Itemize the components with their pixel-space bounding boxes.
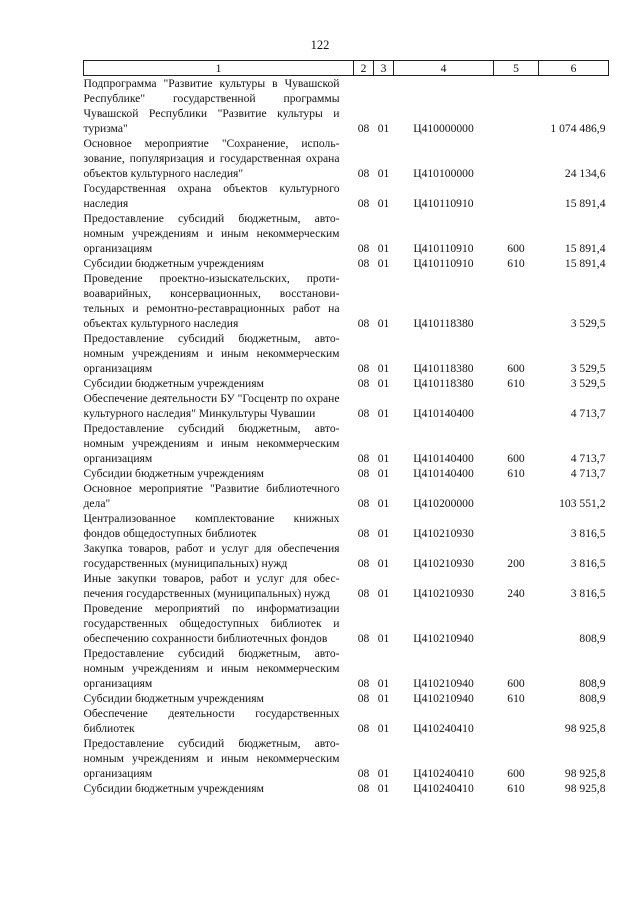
table-row: [84, 376, 609, 391]
row-amount: 808,9: [579, 632, 606, 645]
table-row: [84, 331, 609, 376]
table-row: [84, 781, 609, 796]
row-expense-type: [494, 511, 539, 541]
row-name: Субсидии бюджетным учреждениям: [83, 377, 264, 390]
row-subsection: 01: [377, 527, 390, 540]
row-target-article: Ц410140400: [413, 452, 474, 465]
row-section: 08: [357, 527, 370, 540]
row-name: Предоставление субсидий бюджетным, автономным учреждениям и иным некоммерческим организациям: [83, 737, 340, 780]
row-amount: 98 925,8: [564, 767, 606, 780]
row-subsection: 01: [377, 167, 390, 180]
row-subsection: 01: [377, 587, 390, 600]
row-section: 08: [357, 632, 370, 645]
page-number: 122: [310, 38, 330, 52]
row-name: Предоставление субсидий бюджетным, автономным учреждениям и иным некоммерческим организациям: [83, 212, 340, 255]
row-section: 08: [357, 767, 370, 780]
row-section: 08: [357, 257, 370, 270]
row-target-article: Ц410118380: [413, 377, 474, 390]
table-row: [84, 211, 609, 256]
row-target-article: Ц410110910: [413, 257, 474, 270]
row-expense-type: [494, 136, 539, 181]
row-name: Подпрограмма "Развитие культуры в Чувашской Республике" государственной программы Чувашской Республики "Развитие культуры и туризма": [83, 77, 340, 135]
row-section: 08: [357, 377, 370, 390]
row-name: Субсидии бюджетным учреждениям: [83, 467, 264, 480]
row-expense-type: [494, 181, 539, 211]
row-subsection: 01: [377, 557, 390, 570]
row-target-article: Ц410000000: [413, 122, 474, 135]
row-section: 08: [357, 587, 370, 600]
table-row: [84, 706, 609, 736]
row-amount: 103 551,2: [559, 497, 606, 510]
row-target-article: Ц410140400: [413, 467, 474, 480]
row-section: 08: [357, 677, 370, 690]
header-col-4: 4: [394, 61, 494, 76]
table-row: [84, 691, 609, 706]
row-target-article: Ц410118380: [413, 362, 474, 375]
row-target-article: Ц410200000: [413, 497, 474, 510]
row-section: 08: [357, 452, 370, 465]
row-name: Предоставление субсидий бюджетным, автономным учреждениям и иным некоммерческим организациям: [83, 647, 340, 690]
row-expense-type: 610: [507, 377, 525, 390]
row-expense-type: [494, 271, 539, 331]
row-name: Проведение мероприятий по информатизации государственных общедоступных библиотек и обеспечению сохранности библиотечных фондов: [83, 602, 340, 645]
row-subsection: 01: [377, 242, 390, 255]
row-expense-type: 600: [507, 362, 525, 375]
row-expense-type: 200: [507, 557, 525, 570]
row-amount: 98 925,8: [564, 722, 606, 735]
row-name: Государственная охрана объектов культурного наследия: [83, 182, 340, 210]
table-row: [84, 271, 609, 331]
row-subsection: 01: [377, 452, 390, 465]
table-header: [84, 61, 609, 76]
table-row: [84, 421, 609, 466]
row-amount: 808,9: [579, 677, 606, 690]
header-col-3: 3: [374, 61, 394, 76]
row-subsection: 01: [377, 677, 390, 690]
row-section: 08: [357, 242, 370, 255]
table-row: [84, 181, 609, 211]
row-expense-type: 610: [507, 692, 525, 705]
row-amount: 24 134,6: [564, 167, 606, 180]
row-subsection: 01: [377, 767, 390, 780]
row-target-article: Ц410210930: [413, 587, 474, 600]
row-amount: 3 529,5: [570, 317, 606, 330]
row-expense-type: [494, 706, 539, 736]
row-target-article: Ц410240410: [413, 782, 474, 795]
row-amount: 3 529,5: [570, 362, 606, 375]
row-name: Иные закупки товаров, работ и услуг для обеспечения государственных (муниципальных) нужд: [83, 572, 340, 600]
row-amount: 98 925,8: [564, 782, 606, 795]
row-subsection: 01: [377, 497, 390, 510]
row-section: 08: [357, 782, 370, 795]
row-subsection: 01: [377, 377, 390, 390]
row-expense-type: 600: [507, 767, 525, 780]
table-row: [84, 541, 609, 571]
row-amount: 4 713,7: [570, 467, 606, 480]
row-subsection: 01: [377, 317, 390, 330]
table-row: [84, 256, 609, 271]
row-subsection: 01: [377, 692, 390, 705]
table-row: [84, 136, 609, 181]
row-expense-type: [494, 481, 539, 511]
row-amount: 3 816,5: [570, 587, 606, 600]
row-expense-type: 610: [507, 467, 525, 480]
table-row: [84, 601, 609, 646]
row-name: Основное мероприятие "Сохранение, использование, популяризация и государственная охрана объектов культурного наследия": [83, 137, 340, 180]
row-name: Субсидии бюджетным учреждениям: [83, 257, 264, 270]
table-row: [84, 571, 609, 601]
table-row: [84, 511, 609, 541]
row-expense-type: 610: [507, 257, 525, 270]
row-target-article: Ц410210930: [413, 527, 474, 540]
row-target-article: Ц410240410: [413, 767, 474, 780]
row-target-article: Ц410140400: [413, 407, 474, 420]
budget-table: [83, 60, 609, 796]
row-target-article: Ц410110910: [413, 197, 474, 210]
row-amount: 3 529,5: [570, 377, 606, 390]
row-target-article: Ц410100000: [413, 167, 474, 180]
row-target-article: Ц410118380: [413, 317, 474, 330]
row-expense-type: 600: [507, 242, 525, 255]
row-amount: 808,9: [579, 692, 606, 705]
row-amount: 4 713,7: [570, 407, 606, 420]
row-amount: 3 816,5: [570, 557, 606, 570]
row-subsection: 01: [377, 407, 390, 420]
row-target-article: Ц410210940: [413, 632, 474, 645]
row-name: Основное мероприятие "Развитие библиотечного дела": [83, 482, 340, 510]
row-name: Предоставление субсидий бюджетным, автономным учреждениям и иным некоммерческим организациям: [83, 332, 340, 375]
row-expense-type: 600: [507, 452, 525, 465]
row-subsection: 01: [377, 257, 390, 270]
row-amount: 4 713,7: [570, 452, 606, 465]
header-row: [84, 61, 609, 76]
row-amount: 1 074 486,9: [550, 122, 606, 135]
table-row: [84, 736, 609, 781]
row-target-article: Ц410240410: [413, 722, 474, 735]
row-target-article: Ц410210940: [413, 677, 474, 690]
row-section: 08: [357, 497, 370, 510]
table-row: [84, 481, 609, 511]
header-col-6: 6: [539, 61, 609, 76]
row-name: Обеспечение деятельности БУ "Госцентр по охране культурного наследия" Минкультуры Чувашии: [83, 392, 340, 420]
row-section: 08: [357, 317, 370, 330]
row-target-article: Ц410210940: [413, 692, 474, 705]
row-name: Предоставление субсидий бюджетным, автономным учреждениям и иным некоммерческим организациям: [83, 422, 340, 465]
table-row: [84, 466, 609, 481]
row-section: 08: [357, 467, 370, 480]
row-name: Проведение проектно-изыскательских, противоаварийных, консервационных, восстановительных и ремонтно-реставрационных работ на объектах культурного наследия: [83, 272, 340, 330]
row-amount: 15 891,4: [564, 242, 606, 255]
table-row: [84, 76, 609, 137]
row-name: Обеспечение деятельности государственных библиотек: [83, 707, 340, 735]
row-subsection: 01: [377, 722, 390, 735]
row-section: 08: [357, 722, 370, 735]
row-subsection: 01: [377, 197, 390, 210]
row-expense-type: [494, 76, 539, 137]
table-row: [84, 646, 609, 691]
table-row: [84, 391, 609, 421]
row-amount: 15 891,4: [564, 257, 606, 270]
row-subsection: 01: [377, 362, 390, 375]
row-section: 08: [357, 362, 370, 375]
row-target-article: Ц410110910: [413, 242, 474, 255]
header-col-1: 1: [84, 61, 354, 76]
row-section: 08: [357, 557, 370, 570]
row-subsection: 01: [377, 122, 390, 135]
row-amount: 15 891,4: [564, 197, 606, 210]
header-col-2: 2: [354, 61, 374, 76]
header-col-5: 5: [494, 61, 539, 76]
row-expense-type: 610: [507, 782, 525, 795]
table-body: [84, 76, 609, 797]
row-section: 08: [357, 167, 370, 180]
row-section: 08: [357, 122, 370, 135]
row-expense-type: 240: [507, 587, 525, 600]
row-section: 08: [357, 407, 370, 420]
row-section: 08: [357, 692, 370, 705]
row-subsection: 01: [377, 467, 390, 480]
row-target-article: Ц410210930: [413, 557, 474, 570]
row-name: Централизованное комплектование книжных фондов общедоступных библиотек: [83, 512, 340, 540]
row-expense-type: [494, 601, 539, 646]
row-subsection: 01: [377, 632, 390, 645]
row-subsection: 01: [377, 782, 390, 795]
row-expense-type: [494, 391, 539, 421]
row-amount: 3 816,5: [570, 527, 606, 540]
row-expense-type: 600: [507, 677, 525, 690]
row-name: Субсидии бюджетным учреждениям: [83, 782, 264, 795]
row-name: Закупка товаров, работ и услуг для обеспечения государственных (муниципальных) нужд: [83, 542, 340, 570]
row-section: 08: [357, 197, 370, 210]
row-name: Субсидии бюджетным учреждениям: [83, 692, 264, 705]
